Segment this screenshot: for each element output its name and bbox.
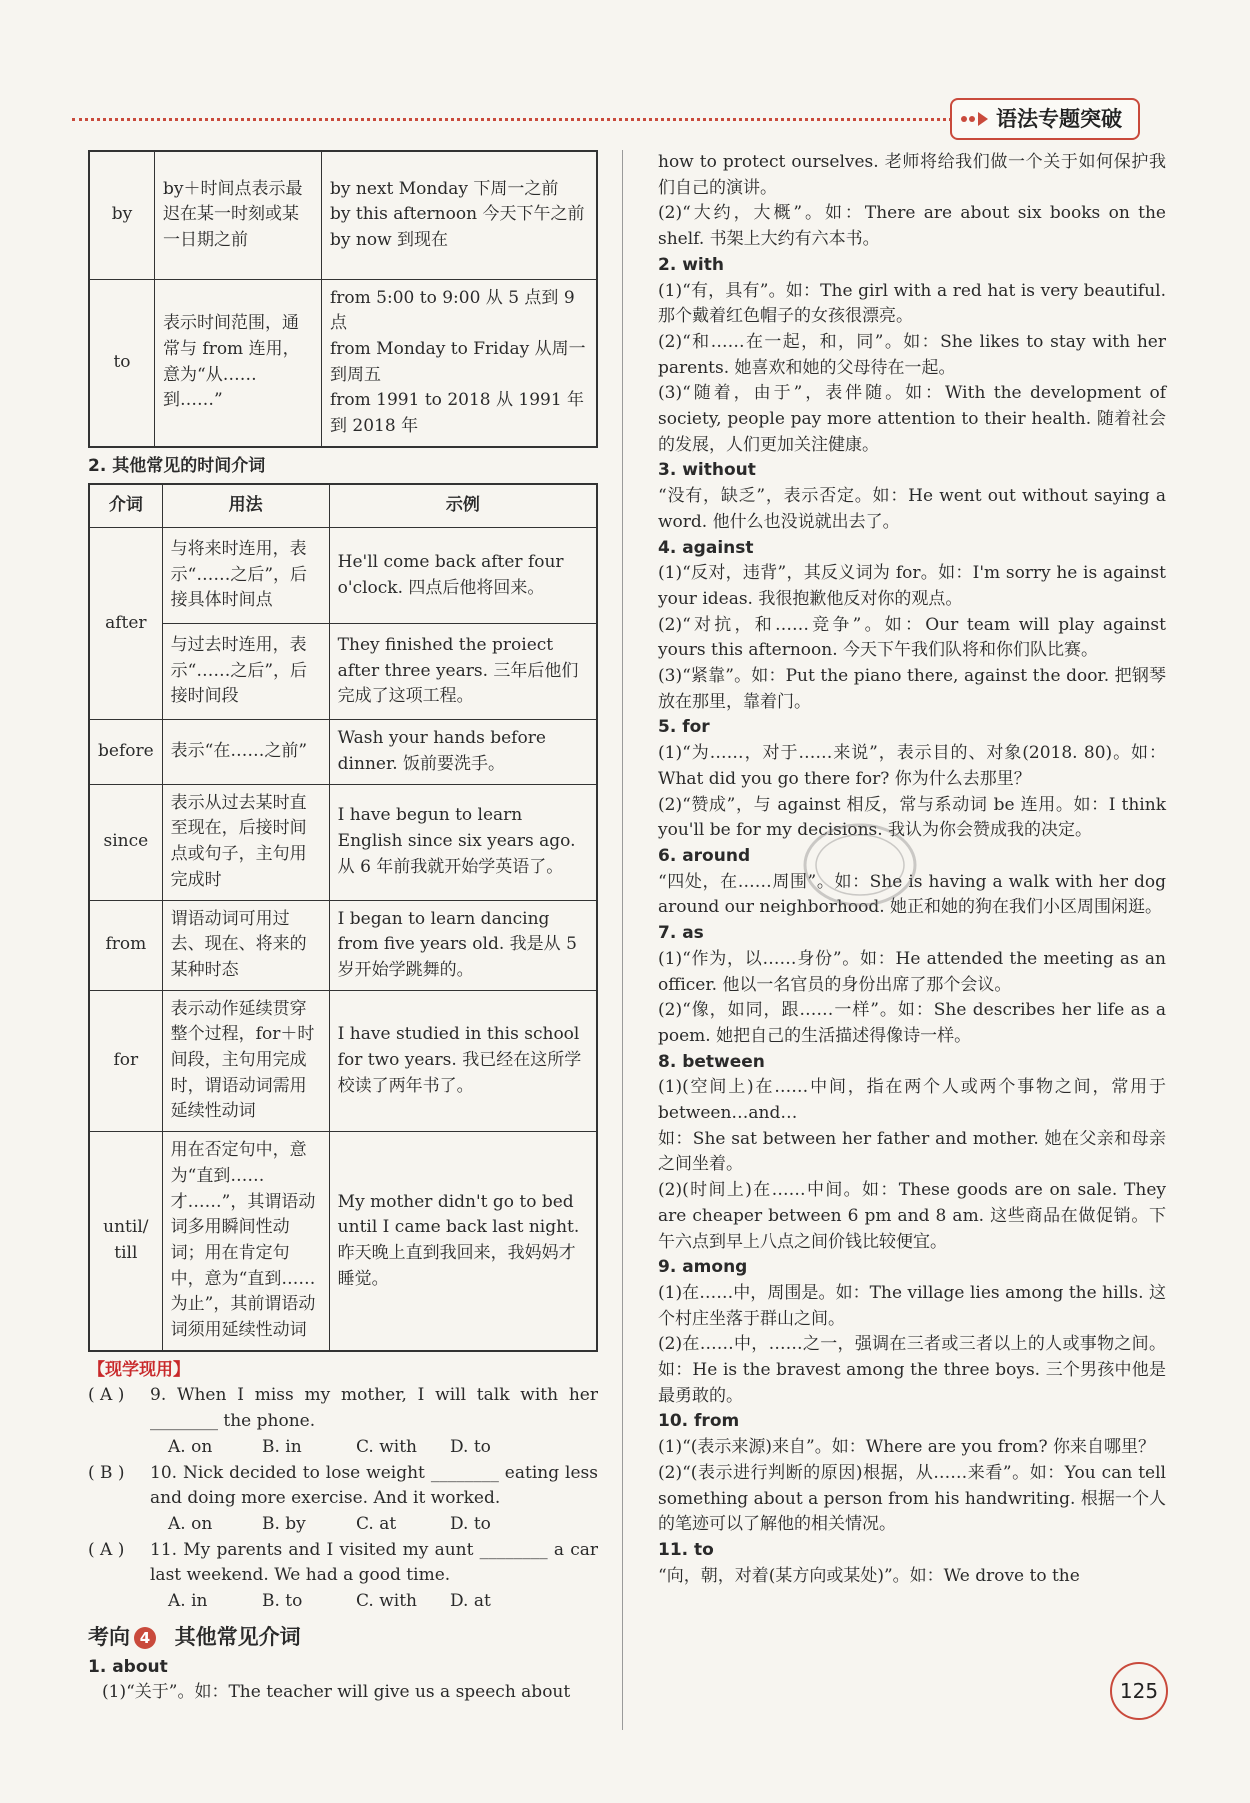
entry-line: (1)“反对，违背”，其反义词为 for。如：I'm sorry he is against your ideas. 我很抱歉他反对你的观点。 — [658, 563, 1166, 609]
answer-mark: ( A ) — [88, 1385, 125, 1406]
entry-line: (1)“为……，对于……来说”，表示目的、对象(2018. 80)。如：What did you go there for? 你为什么去那里？ — [658, 743, 1166, 789]
prep-usage: by＋时间点表示最迟在某一时刻或某一日期之前 — [155, 151, 322, 279]
prep-entry — [658, 1409, 1166, 1538]
table-row — [89, 279, 597, 447]
prep-word: to — [89, 279, 155, 447]
option: A. in — [168, 1591, 208, 1612]
entry-head: 6. around — [658, 845, 751, 866]
prep-word: by — [89, 151, 155, 279]
entry-line: (2)“和……在一起，和，同”。如：She likes to stay with her parents. 她喜欢和她的父母待在一起。 — [658, 331, 1166, 378]
prep-example: from 5:00 to 9:00 从 5 点到 9 点 from Monday to Friday 从周一到周五 from 1991 to 2018 从 1991 年到 2018 年 — [322, 279, 598, 447]
practice-question — [88, 1538, 598, 1615]
answer-mark: ( A ) — [88, 1539, 125, 1560]
left-column — [88, 150, 598, 1706]
option: B. by — [262, 1514, 306, 1534]
prep-example: by next Monday 下周一之前 by this afternoon 今天下午之前 by now 到现在 — [322, 151, 598, 279]
prep-example: I began to learn dancing from five years old. 我是从 5 岁开始学跳舞的。 — [329, 900, 597, 990]
answer-mark: ( B ) — [88, 1462, 125, 1483]
entry-line: (2)“大约，大概”。如：There are about six books on the shelf. 书架上大约有六本书。 — [658, 203, 1166, 250]
prep-entry — [658, 458, 1166, 535]
entry-line: (2)“像，如同，跟……一样”。如：She describes her life as a poem. 她把自己的生活描述得像诗一样。 — [658, 1000, 1166, 1046]
prep-word: after — [89, 528, 162, 720]
prep-entry — [658, 1050, 1166, 1256]
section-prefix: 考向 — [88, 1624, 130, 1649]
column-divider — [622, 150, 623, 1730]
header-word: 介词 — [89, 484, 162, 527]
header-dotted-rule — [72, 118, 952, 121]
option: D. to — [450, 1514, 491, 1534]
option: C. at — [356, 1514, 397, 1534]
prep-entry — [658, 1255, 1166, 1409]
table-header-row — [89, 484, 597, 527]
header-badge — [950, 98, 1140, 140]
options-row — [88, 1435, 598, 1461]
practice-tag: 【现学现用】 — [88, 1359, 190, 1380]
prep-example: Wash your hands before dinner. 饭前要洗手。 — [329, 720, 597, 784]
entry-head: 4. against — [658, 537, 754, 558]
page-number: 125 — [1110, 1662, 1168, 1720]
question-text: 11. My parents and I visited my aunt ________ a car last weekend. We had a good time. — [150, 1539, 598, 1586]
table-row — [89, 528, 597, 624]
prep-entry — [658, 921, 1166, 1050]
entry-line: (2)(时间上)在……中间。如：These goods are on sale. They are cheaper between 6 pm and 8 am. 这些商品在做促销。下午六点到早上八点之间价钱比较便宜。 — [658, 1180, 1166, 1252]
prep-usage: 用在否定句中，意为“直到……才……”，其谓语动词多用瞬间性动词；用在肯定句中，意为“直到……为止”，其前谓语动词须用延续性动词 — [162, 1132, 329, 1351]
section-title: 2. 其他常见的时间介词 — [88, 455, 266, 476]
prep-example: My mother didn't go to bed until I came back last night. 昨天晚上直到我回来，我妈妈才睡觉。 — [329, 1132, 597, 1351]
prep-usage: 表示动作延续贯穿整个过程，for＋时间段，主句用完成时，谓语动词需用延续性动词 — [162, 990, 329, 1132]
prep-example: I have begun to learn English since six years ago. 从 6 年前我就开始学英语了。 — [329, 784, 597, 900]
entry-head: 5. for — [658, 717, 710, 738]
prep-entry — [658, 253, 1166, 459]
entry-head: 3. without — [658, 460, 756, 481]
entry-line: (2)在……中，……之一，强调在三者或三者以上的人或事物之间。如：He is the bravest among the three boys. 三个男孩中他是最勇敢的。 — [658, 1334, 1166, 1406]
question-text: 10. Nick decided to lose weight ________ eating less and doing more exercise. And it worked. — [150, 1462, 598, 1509]
prep-example: They finished the proiect after three years. 三年后他们完成了这项工程。 — [329, 624, 597, 720]
table-row — [89, 784, 597, 900]
entry-line: (1)“关于”。如：The teacher will give us a speech about — [102, 1682, 571, 1703]
entry-head: 10. from — [658, 1411, 740, 1432]
header-usage: 用法 — [162, 484, 329, 527]
practice-question — [88, 1461, 598, 1538]
time-prep-table-1 — [88, 150, 598, 448]
prep-usage: 表示“在……之前” — [162, 720, 329, 784]
entry-line: (2)“对抗，和……竞争”。如：Our team will play against yours this afternoon. 今天下午我们队将和你们队比赛。 — [658, 614, 1166, 661]
prep-entry — [88, 1655, 598, 1706]
prep-word: until/ till — [89, 1132, 162, 1351]
option: D. at — [450, 1591, 491, 1612]
table-row — [89, 720, 597, 784]
prep-usage: 与将来时连用，表示“……之后”，后接具体时间点 — [162, 528, 329, 624]
arrow-bullets-icon — [960, 109, 990, 129]
entry-line: (1)(空间上)在……中间，指在两个人或两个事物之间，常用于 between…and… — [658, 1077, 1166, 1124]
entry-line: (1)“(表示来源)来自”。如：Where are you from? 你来自哪里？ — [658, 1437, 1156, 1458]
entry-head: 8. between — [658, 1051, 765, 1072]
entry-line: (1)“作为，以……身份”。如：He attended the meeting as an officer. 他以一名官员的身份出席了那个会议。 — [658, 948, 1166, 995]
entry-head: 1. about — [88, 1656, 168, 1677]
prep-word: for — [89, 990, 162, 1132]
entry-line: (1)“有，具有”。如：The girl with a red hat is very beautiful. 那个戴着红色帽子的女孩很漂亮。 — [658, 280, 1166, 327]
option: B. to — [262, 1591, 303, 1612]
option: A. on — [168, 1436, 213, 1457]
options-row — [88, 1512, 598, 1538]
entry-line: how to protect ourselves. 老师将给我们做一个关于如何保护我们自己的演讲。 — [658, 152, 1166, 198]
entry-head: 2. with — [658, 254, 724, 275]
option: D. to — [450, 1436, 491, 1457]
option: C. with — [356, 1591, 417, 1612]
entry-line: “向，朝，对着(某方向或某处)”。如：We drove to the — [658, 1565, 1080, 1586]
entry-line: (1)在……中，周围是。如：The village lies among the hills. 这个村庄坐落于群山之间。 — [658, 1282, 1166, 1329]
options-row — [88, 1589, 598, 1615]
section-number: 4 — [134, 1627, 156, 1649]
prep-usage: 表示时间范围，通常与 from 连用，意为“从……到……” — [155, 279, 322, 447]
entry-head: 11. to — [658, 1539, 714, 1560]
prep-entry — [658, 536, 1166, 716]
prep-word: since — [89, 784, 162, 900]
time-prep-table-2 — [88, 483, 598, 1351]
prep-usage: 表示从过去某时直至现在，后接时间点或句子，主句用完成时 — [162, 784, 329, 900]
header-badge-text: 语法专题突破 — [996, 107, 1122, 131]
entry-head: 7. as — [658, 923, 704, 944]
table-row — [89, 990, 597, 1132]
table-row — [89, 1132, 597, 1351]
section-heading-title: 其他常见介词 — [174, 1624, 301, 1649]
section-heading — [88, 1625, 598, 1651]
entry-line: 如：She sat between her father and mother. 她在父亲和母亲之间坐着。 — [658, 1128, 1166, 1175]
entry-line: (3)“紧靠”。如：Put the piano there, against the door. 把钢琴放在那里，靠着门。 — [658, 666, 1166, 712]
table-row — [89, 900, 597, 990]
table-row — [89, 624, 597, 720]
practice-question — [88, 1383, 598, 1460]
prep-entry — [658, 150, 1166, 253]
option: A. on — [168, 1514, 213, 1534]
prep-word: from — [89, 900, 162, 990]
entry-line: (2)“(表示进行判断的原因)根据，从……来看”。如：You can tell something about a person from his handwriting. 根据一个人的笔迹可以了解他的相关情况。 — [658, 1462, 1166, 1535]
prep-example: I have studied in this school for two years. 我已经在这所学校读了两年书了。 — [329, 990, 597, 1132]
question-text: 9. When I miss my mother, I will talk with her ________ the phone. — [150, 1385, 598, 1432]
prep-example: He'll come back after four o'clock. 四点后他将回来。 — [329, 528, 597, 624]
prep-word: before — [89, 720, 162, 784]
table-row — [89, 151, 597, 279]
prep-entry — [658, 1538, 1166, 1589]
entry-line: “没有，缺乏”，表示否定。如：He went out without saying a word. 他什么也没说就出去了。 — [658, 486, 1166, 532]
entry-line: “四处，在……周围”。如：She is having a walk with her dog around our neighborhood. 她正和她的狗在我们小区周围闲逛。 — [658, 871, 1166, 918]
seal-stamp-icon — [800, 820, 920, 910]
entry-line: (3)“随着，由于”，表伴随。如：With the development of society, people pay more attention to their health. 随着社会的发展，人们更加关注健康。 — [658, 383, 1166, 455]
entry-line: (2)“赞成”，与 against 相反，常与系动词 be 连用。如：I think you'll be for my decisions. 我认为你会赞成我的决定。 — [658, 794, 1166, 841]
prep-usage: 谓语动词可用过去、现在、将来的某种时态 — [162, 900, 329, 990]
header-example: 示例 — [329, 484, 597, 527]
prep-usage: 与过去时连用，表示“……之后”，后接时间段 — [162, 624, 329, 720]
option: B. in — [262, 1436, 302, 1457]
entry-head: 9. among — [658, 1257, 748, 1278]
option: C. with — [356, 1436, 417, 1457]
